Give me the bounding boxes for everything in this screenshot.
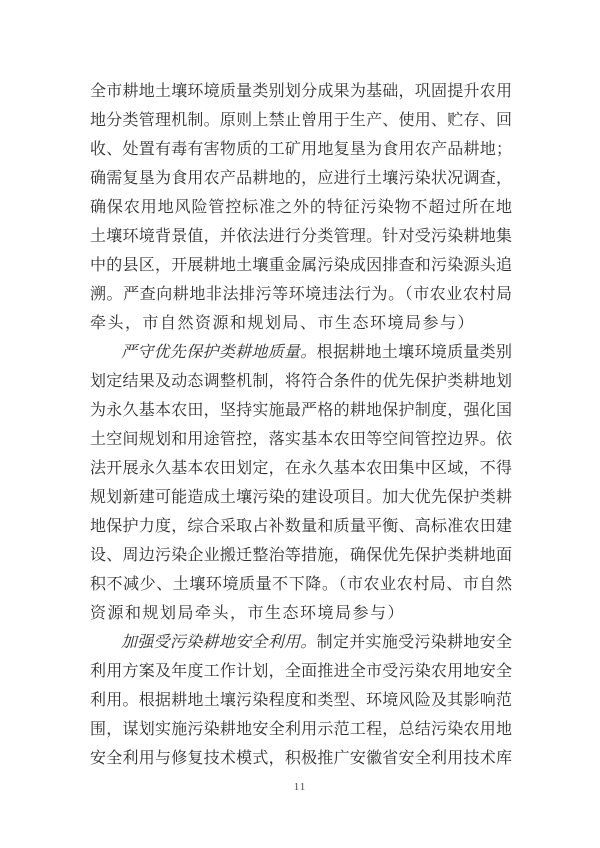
text-segment: 资源和规划局牵头，市生态环境局参与） (90, 605, 406, 622)
text-line (90, 512, 512, 541)
text-segment: 法开展永久基本农田划定，在永久基本农田集中区域，不得 (90, 460, 512, 477)
text-line (90, 744, 512, 773)
text-line (90, 251, 512, 280)
text-segment: 根据耕地土壤环境质量类别 (316, 344, 512, 361)
kai-emphasis-segment: 严守优先保护类耕地质量。 (121, 344, 317, 361)
text-segment: 划定结果及动态调整机制，将符合条件的优先保护类耕地划 (90, 373, 512, 390)
text-line (90, 367, 512, 396)
text-segment: 利用。根据耕地土壤污染程度和类型、环境风险及其影响范 (90, 692, 512, 709)
text-line (90, 541, 512, 570)
text-segment: 全市耕地土壤环境质量类别划分成果为基础，巩固提升农用 (90, 83, 512, 100)
text-segment: 设、周边污染企业搬迁整治等措施，确保优先保护类耕地面 (90, 547, 512, 564)
kai-emphasis-segment: 加强受污染耕地安全利用。 (121, 634, 317, 651)
text-line (90, 280, 512, 309)
text-segment: 利用方案及年度工作计划，全面推进全市受污染农用地安全 (90, 663, 512, 680)
text-segment: 地分类管理机制。原则上禁止曾用于生产、使用、贮存、回 (90, 112, 512, 129)
text-line (90, 425, 512, 454)
text-line (90, 454, 512, 483)
text-line (90, 106, 512, 135)
text-segment: 确保农用地风险管控标准之外的特征污染物不超过所在地 (90, 199, 512, 216)
text-segment: 中的县区，开展耕地土壤重金属污染成因排查和污染源头追 (90, 257, 512, 274)
page-number: 11 (293, 781, 307, 793)
text-line (90, 686, 512, 715)
text-line (90, 715, 512, 744)
text-line (90, 164, 512, 193)
text-segment: 确需复垦为食用农产品耕地的，应进行土壤污染状况调查， (90, 170, 512, 187)
text-segment: 溯。严查向耕地非法排污等环境违法行为。（市农业农村局 (90, 286, 512, 303)
text-segment: 牵头，市自然资源和规划局、市生态环境局参与） (90, 315, 476, 332)
text-line (90, 193, 512, 222)
text-line (90, 396, 512, 425)
text-line (90, 570, 512, 599)
text-line (90, 338, 512, 367)
text-line (90, 657, 512, 686)
text-block (90, 77, 512, 773)
text-line (90, 77, 512, 106)
text-line (90, 135, 512, 164)
text-line (90, 222, 512, 251)
text-line (90, 599, 512, 628)
text-line (90, 628, 512, 657)
text-segment: 土空间规划和用途管控，落实基本农田等空间管控边界。依 (90, 431, 512, 448)
text-segment: 积不减少、土壤环境质量不下降。（市农业农村局、市自然 (90, 576, 512, 593)
text-segment: 收、处置有毒有害物质的工矿用地复垦为食用农产品耕地； (90, 141, 512, 158)
text-segment: 地保护力度，综合采取占补数量和质量平衡、高标准农田建 (90, 518, 512, 535)
text-segment: 安全利用与修复技术模式，积极推广安徽省安全利用技术库 (90, 750, 512, 767)
text-segment: 土壤环境背景值，并依法进行分类管理。针对受污染耕地集 (90, 228, 512, 245)
text-segment: 规划新建可能造成土壤污染的建设项目。加大优先保护类耕 (90, 489, 512, 506)
text-line (90, 309, 512, 338)
text-segment: 围，谋划实施污染耕地安全利用示范工程，总结污染农用地 (90, 721, 512, 738)
text-segment: 制定并实施受污染耕地安全 (316, 634, 512, 651)
text-line (90, 483, 512, 512)
text-segment: 为永久基本农田，坚持实施最严格的耕地保护制度，强化国 (90, 402, 512, 419)
